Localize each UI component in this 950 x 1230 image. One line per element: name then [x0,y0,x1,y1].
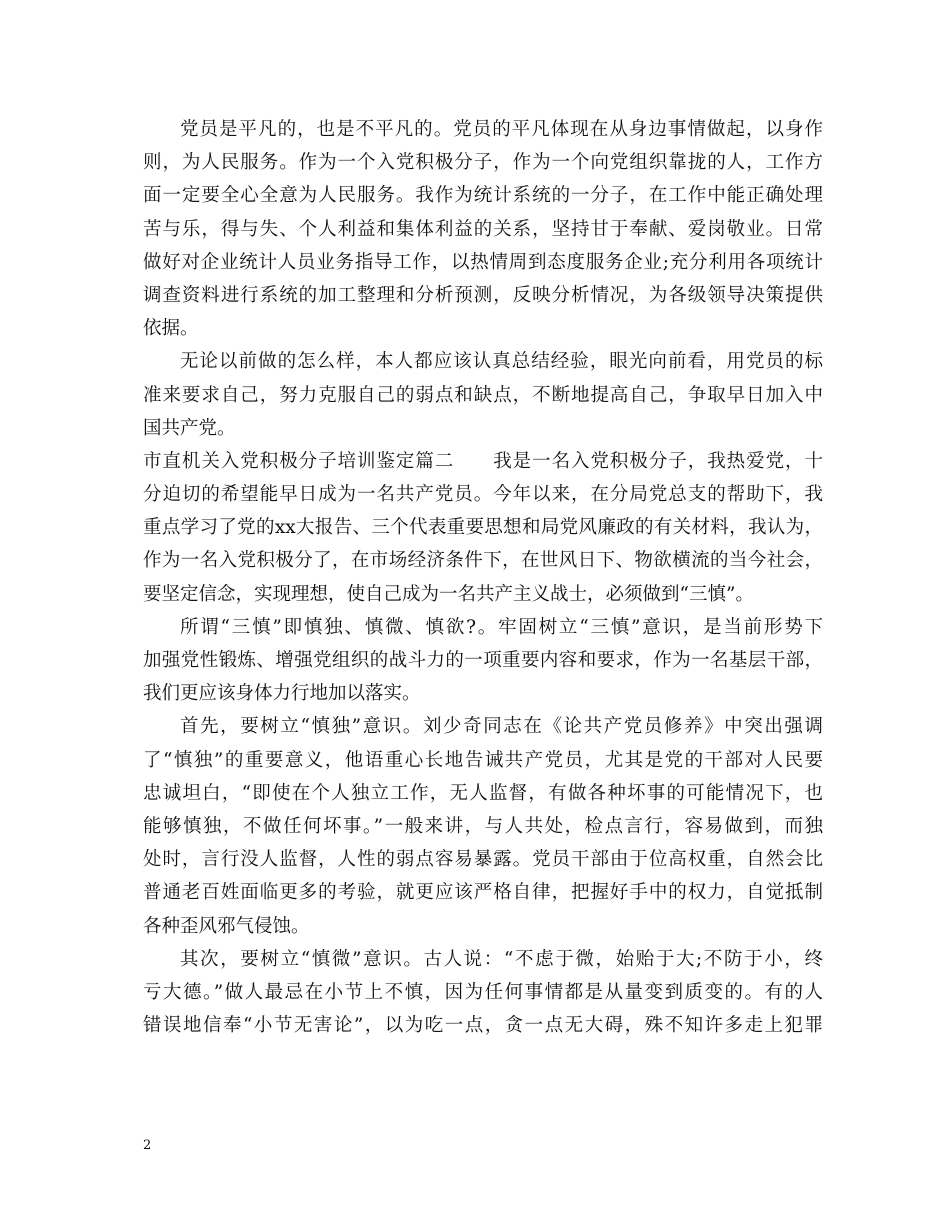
text-line: 了“慎独”的重要意义，他语重心长地告诫共产党员，尤其是党的干部对人民要 [143,749,823,771]
text-line: 则，为人民服务。作为一个入党积极分子，作为一个向党组织靠拢的人，工作方 [143,152,823,174]
page-number: 2 [143,1138,152,1153]
text-line: 苦与乐，得与失、个人利益和集体利益的关系，坚持甘于奉献、爱岗敬业。日常 [143,218,823,240]
text-line: 错误地信奉“小节无害论”，以为吃一点，贪一点无大碍，殊不知许多走上犯罪 [143,1015,823,1037]
text-line: 首先，要树立“慎独”意识。刘少奇同志在《论共产党员修养》中突出强调 [180,716,823,738]
text-line: 分迫切的希望能早日成为一名共产党员。今年以来，在分局党总支的帮助下，我 [143,484,823,506]
text-line: 无论以前做的怎么样，本人都应该认真总结经验，眼光向前看，用党员的标 [180,351,823,373]
text-line: 依据。 [143,318,199,340]
text-line: 我们更应该身体力行地加以落实。 [143,683,421,705]
text-line: 准来要求自己，努力克服自己的弱点和缺点，不断地提高自己，争取早日加入中 [143,384,823,406]
text-line: 国共产党。 [143,417,236,439]
text-line: 市直机关入党积极分子培训鉴定篇二 我是一名入党积极分子，我热爱党，十 [143,450,823,472]
text-line: 能够慎独，不做任何坏事。”一般来讲，与人共处，检点言行，容易做到，而独 [143,815,823,837]
text-line: 做好对企业统计人员业务指导工作，以热情周到态度服务企业;充分利用各项统计 [143,251,823,273]
text-line: 加强党性锻炼、增强党组织的战斗力的一项重要内容和要求，作为一名基层干部， [143,650,823,671]
text-line: 调查资料进行系统的加工整理和分析预测，反映分析情况，为各级领导决策提供 [143,284,823,306]
text-line: 作为一名入党积极分了，在市场经济条件下，在世风日下、物欲横流的当今社会， [143,550,823,572]
text-line: 忠诚坦白，“即使在个人独立工作，无人监督，有做各种坏事的可能情况下，也 [143,782,823,804]
document-body [143,113,823,1042]
text-line: 各种歪风邪气侵蚀。 [143,915,310,937]
text-line: 重点学习了党的xx大报告、三个代表重要思想和局党风廉政的有关材料，我认为， [143,517,823,539]
text-line: 其次，要树立“慎微”意识。古人说：“不虑于微，始贻于大;不防于小，终 [180,948,823,970]
text-line: 党员是平凡的，也是不平凡的。党员的平凡体现在从身边事情做起，以身作 [180,119,823,140]
text-line: 所谓“三慎”即慎独、慎微、慎欲?。牢固树立“三慎”意识，是当前形势下 [180,616,823,638]
text-line: 亏大德。”做人最忌在小节上不慎，因为任何事情都是从量变到质变的。有的人 [143,981,823,1003]
text-line: 面一定要全心全意为人民服务。我作为统计系统的一分子，在工作中能正确处理 [143,185,823,207]
text-line: 处时，言行没人监督，人性的弱点容易暴露。党员干部由于位高权重，自然会比 [143,849,823,871]
text-line: 普通老百姓面临更多的考验，就更应该严格自律，把握好手中的权力，自觉抵制 [143,882,823,904]
text-line: 要坚定信念，实现理想，使自己成为一名共产主义战士，必须做到“三慎”。 [143,583,754,605]
